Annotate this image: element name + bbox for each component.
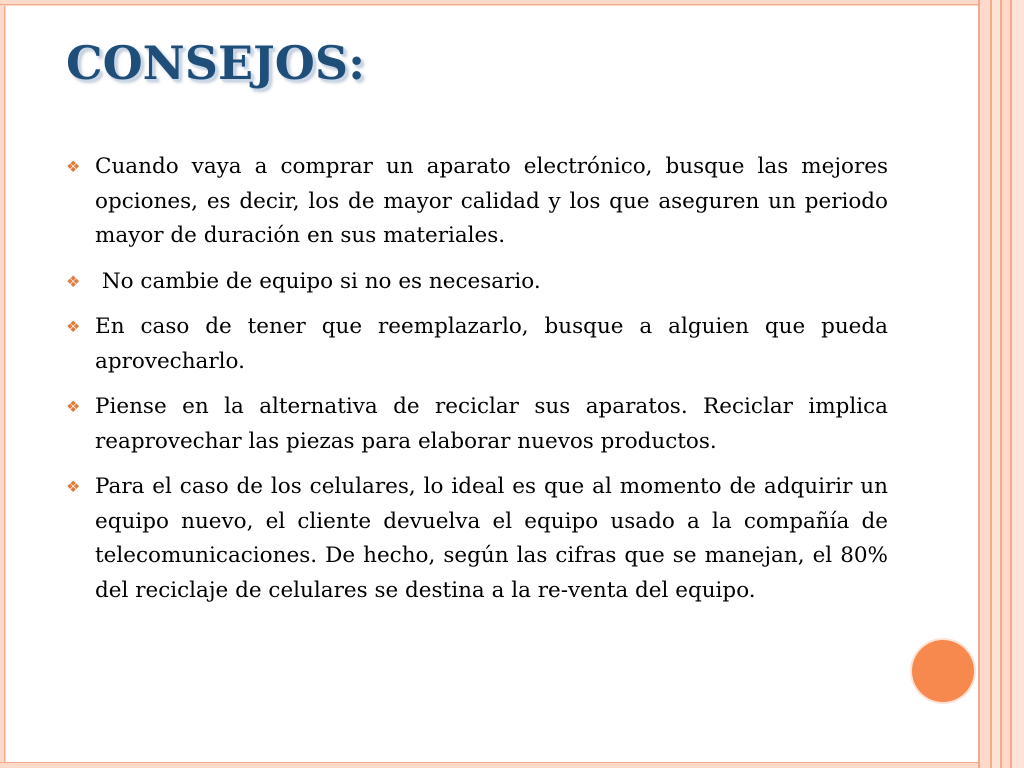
list-item-text: No cambie de equipo si no es necesario.: [95, 268, 541, 294]
list-item: [64, 390, 888, 459]
top-frame-border: [0, 0, 980, 6]
list-item-text: En caso de tener que reemplazarlo, busque a alguien que pueda aprovecharlo.: [95, 314, 888, 374]
list-item-text: Cuando vaya a comprar un aparato electrónico, busque las mejores opciones, es decir, los de mayor calidad y los que aseguren un periodo mayor de duración en sus materiales.: [95, 154, 888, 248]
diamond-bullet-icon: ❖: [66, 477, 81, 496]
bullet-list: [64, 150, 888, 619]
list-item-text: Piense en la alternativa de reciclar sus aparatos. Reciclar implica reaprovechar las piezas para elaborar nuevos productos.: [95, 394, 888, 454]
list-item-text: Para el caso de los celulares, lo ideal es que al momento de adquirir un equipo nuevo, el cliente devuelva el equipo usado a la compañía de telecomunicaciones. De hecho, según las cifras que se manejan, el 80% del reciclaje de celulares se destina a la re-venta del equipo.: [95, 474, 888, 603]
diamond-bullet-icon: ❖: [66, 157, 81, 176]
list-item: [64, 150, 888, 254]
list-item: [64, 310, 888, 379]
bottom-frame-border: [0, 762, 980, 768]
decorative-circle: [912, 640, 974, 702]
diamond-bullet-icon: ❖: [66, 317, 81, 336]
left-frame-border: [0, 0, 6, 768]
right-decorative-stripes: [978, 0, 1024, 768]
diamond-bullet-icon: ❖: [66, 397, 81, 416]
list-item: [64, 265, 888, 300]
diamond-bullet-icon: ❖: [66, 271, 81, 291]
slide-title: CONSEJOS:: [66, 36, 366, 90]
list-item: [64, 470, 888, 608]
